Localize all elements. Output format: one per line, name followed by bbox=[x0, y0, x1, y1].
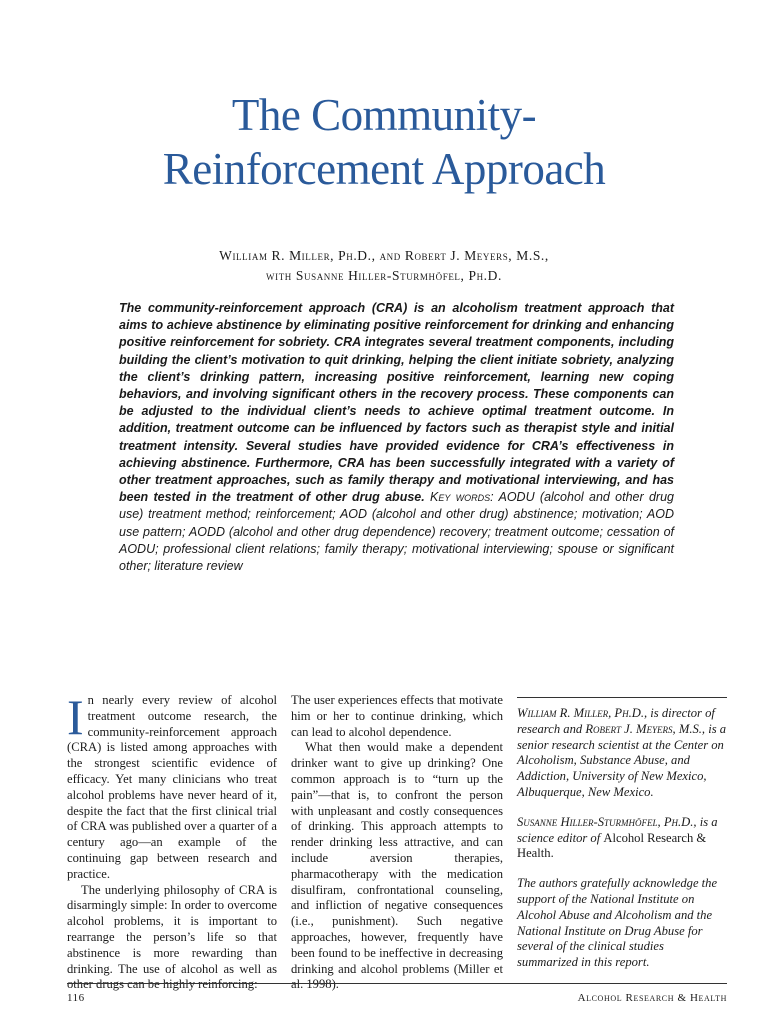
bio-text: is a senior research scientist at the Center on Alcoholism, Substance Abuse, and Addiction, University of New Mexico, Albuquerque, New Mexico. bbox=[517, 721, 727, 799]
article-title bbox=[0, 88, 768, 196]
paragraph: What then would make a dependent drinker want to give up drinking? One common approach is to “turn up the pain”—that is, to confront the person with unpleasant and costly consequences of drinking. This approach attempts to render drinking less attractive, and can include aversion therapies, pharmacotherapy with the medication disulfiram, confrontational counseling, and infliction of negative consequences (i.e., punishment). Such negative approaches, however, frequently have been found to be ineffective in decreasing drinking and alcohol problems (Miller et al. 1998). bbox=[291, 740, 503, 992]
footer-rule bbox=[67, 983, 727, 984]
author-bio-2 bbox=[517, 815, 727, 862]
paragraph: The underlying philosophy of CRA is disarmingly simple: In order to overcome alcohol problems, it is important to rearrange the person’s life so that abstinence is more rewarding than drinking. The use of alcohol as well as other drugs can be highly reinforcing: bbox=[67, 882, 277, 992]
acknowledgment: The authors gratefully acknowledge the support of the National Institute on Alcohol Abuse and Alcoholism and the National Institute on Drug Abuse for several of the clinical studies summarized in this report. bbox=[517, 876, 718, 970]
abstract bbox=[119, 300, 674, 575]
title-line-2: Reinforcement Approach bbox=[162, 144, 606, 194]
journal-name: Alcohol Research & Health. bbox=[517, 830, 707, 861]
body-column-1 bbox=[67, 689, 277, 993]
bio-text: is a science editor of bbox=[517, 814, 718, 845]
bio-name: Susanne Hiller-Sturmhöfel, Ph.D., bbox=[517, 814, 697, 829]
page-number: 116 bbox=[67, 992, 85, 1004]
paragraph bbox=[67, 689, 277, 883]
keywords-text: AODU (alcohol and other drug use) treatment method; reinforcement; AOD (alcohol and other drug) abstinence; motivation; AOD use pattern; AODD (alcohol and other drug dependence) recovery; treatment outcome; cessation of AODU; professional client relations; family therapy; motivational interviewing; spouse or significant other; literature review bbox=[119, 490, 674, 574]
journal-name-footer: Alcohol Research & Health bbox=[577, 992, 727, 1004]
author-line-2: with Susanne Hiller-Sturmhöfel, Ph.D. bbox=[266, 268, 502, 283]
drop-cap: I bbox=[67, 689, 84, 745]
keywords-label: Key words: bbox=[430, 490, 494, 505]
body-column-2 bbox=[291, 693, 503, 993]
title-line-1: The Community- bbox=[231, 90, 537, 140]
author-notes-sidebar bbox=[517, 706, 727, 985]
bio-name: William R. Miller, Ph.D., bbox=[517, 706, 648, 720]
bio-name: Robert J. Meyers, M.S., bbox=[585, 721, 706, 736]
sidebar-rule bbox=[517, 697, 727, 698]
author-bio-1 bbox=[517, 706, 727, 801]
bio-text: is director of research and bbox=[517, 706, 715, 736]
paragraph-text: n nearly every review of alcohol treatment outcome research, the community-reinforcement approach (CRA) is listed among approaches with the strongest scientific evidence of efficacy. Yet many clinicians who treat alcohol problems have never heard of it, despite the fact that the first clinical trial of CRA was published over a quarter of a century ago—an example of the continuing gap between research and practice. bbox=[67, 693, 277, 881]
author-line-1: William R. Miller, Ph.D., and Robert J. Meyers, M.S., bbox=[219, 248, 549, 263]
paragraph: The user experiences effects that motivate him or her to continue drinking, which can lead to alcohol dependence. bbox=[291, 693, 504, 739]
author-byline bbox=[0, 246, 768, 286]
abstract-body: The community-reinforcement approach (CRA) is an alcoholism treatment approach that aims to achieve abstinence by eliminating positive reinforcement for drinking and enhancing positive reinforcement for sobriety. CRA integrates several treatment components, including building the client’s motivation to quit drinking, helping the client initiate sobriety, analyzing the client’s drinking pattern, increasing positive reinforcement, learning new coping behaviors, and involving significant others in the recovery process. These components can be adjusted to the individual client’s needs to achieve optimal treatment outcome. In addition, treatment outcome can be influenced by factors such as therapist style and initial treatment intensity. Several studies have provided evidence for CRA’s effectiveness in achieving abstinence. Furthermore, CRA has been successfully integrated with a variety of other treatment approaches, such as family therapy and motivational interviewing, and has been tested in the treatment of other drug abuse. bbox=[119, 301, 674, 505]
